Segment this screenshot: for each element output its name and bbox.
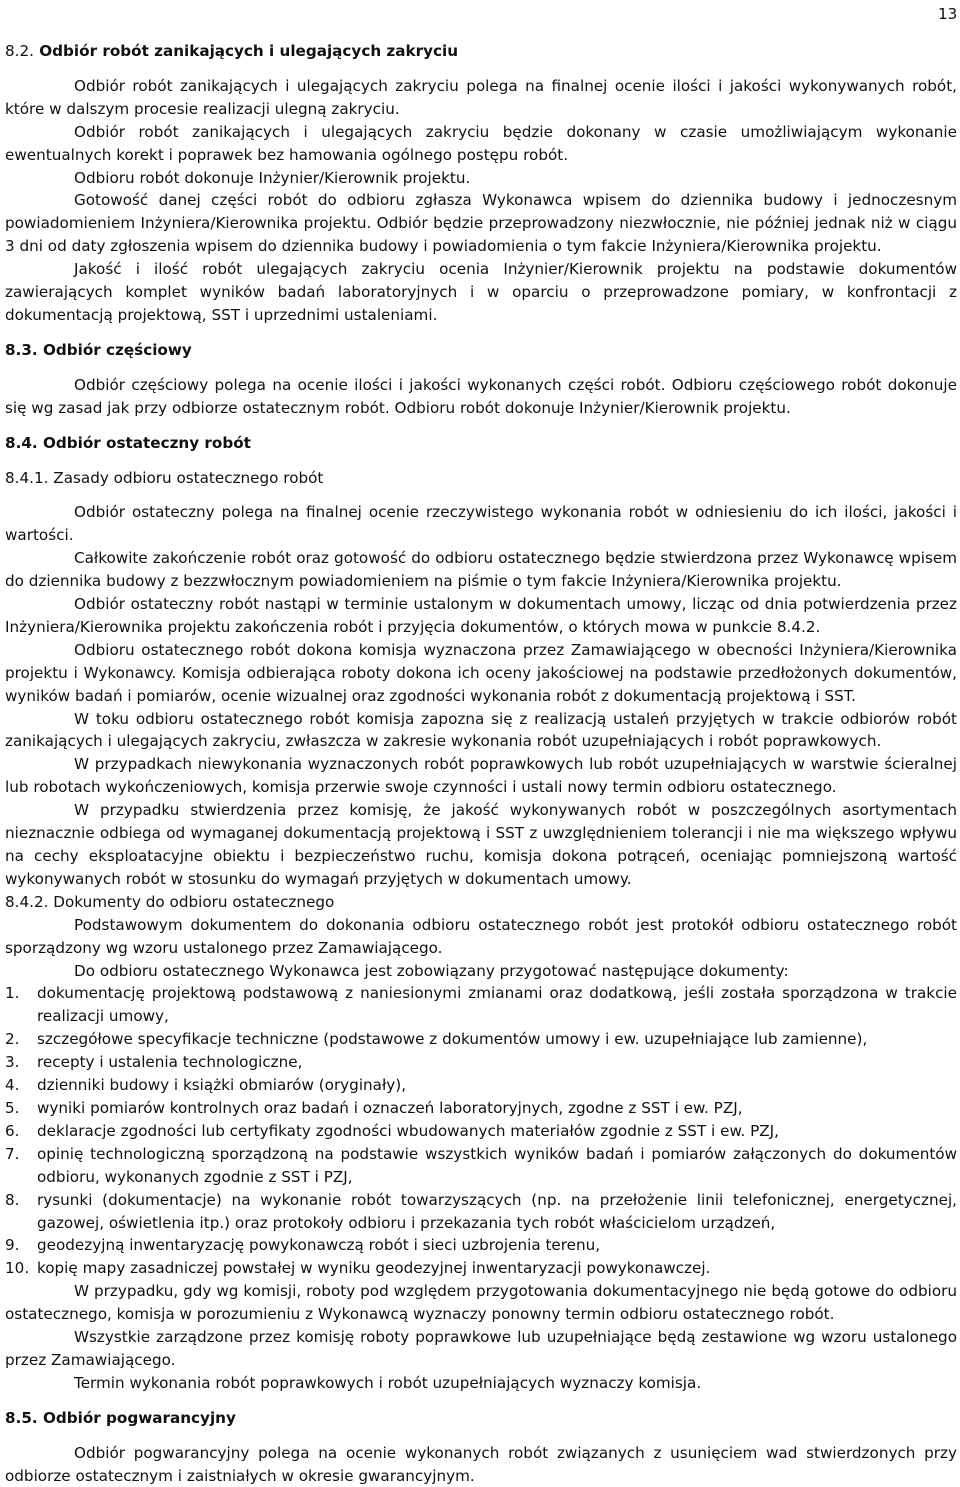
list-item-text: szczegółowe specyfikacje techniczne (podstawowe z dokumentów umowy i ew. uzupełniające lub zamienne), [37,1030,868,1049]
paragraph: Odbiór ostateczny polega na finalnej ocenie rzeczywistego wykonania robót w odniesieniu do ich ilości, jakości i wartości. [5,503,957,545]
paragraph: W przypadku, gdy wg komisji, roboty pod względem przygotowania dokumentacyjnego nie będą gotowe do odbioru ostatecznego, komisja w porozumieniu z Wykonawcą wyznaczy ponowny termin odbioru ostatecznego robót. [5,1282,957,1324]
document-body [5,40,957,1487]
paragraph: Jakość i ilość robót ulegających zakryciu ocenia Inżynier/Kierownik projektu na podstawie dokumentów zawierających komplet wyników badań laboratoryjnych i w oparciu o przeprowadzone pomiary, w konfrontacji z dokumentacją projektową, SST i uprzednimi ustaleniami. [5,260,957,324]
paragraph: Do odbioru ostatecznego Wykonawca jest zobowiązany przygotować następujące dokumenty: [74,961,789,980]
subsection-heading-8-4-2: 8.4.2. Dokumenty do odbioru ostatecznego [5,892,335,911]
list-item [5,982,957,1028]
documents-list [5,982,957,1280]
list-item [5,1074,957,1097]
list-item-number: 2. [5,1030,20,1049]
list-item-text: dokumentację projektową podstawową z naniesionymi zmianami oraz dodatkową, jeśli została sporządzona w trakcie realizacji umowy, [37,984,957,1026]
list-item-text: opinię technologiczną sporządzoną na podstawie wszystkich wyników badań i pomiarów załączonych do dokumentów odbioru, wykonanych zgodnie z SST i PZJ, [37,1144,957,1186]
list-item [5,1189,957,1235]
section-heading-8-5: 8.5. Odbiór pogwarancyjny [5,1408,236,1427]
list-item-text: wyniki pomiarów kontrolnych oraz badań i oznaczeń laboratoryjnych, zgodne z SST i ew. PZJ, [37,1098,743,1117]
list-item [5,1028,957,1051]
list-item-text: recepty i ustalenia technologiczne, [37,1053,303,1072]
list-item-number: 1. [5,984,20,1003]
subsection-8-4-1-body [5,501,957,890]
paragraph: W toku odbioru ostatecznego robót komisja zapozna się z realizacją ustaleń przyjętych w trakcie odbiorów robót zanikających i ulegających zakryciu, zwłaszcza w zakresie wykonania robót uzupełniających i robót poprawkowych. [5,709,957,751]
subsection-heading-8-4-1: 8.4.1. Zasady odbioru ostatecznego robót [5,468,324,487]
list-item-number: 6. [5,1121,20,1140]
subsection-8-4-2-closing [5,1280,957,1395]
list-item-text: kopię mapy zasadniczej powstałej w wyniku geodezyjnej inwentaryzacji powykonawczej. [37,1259,711,1278]
list-item-number: 8. [5,1190,20,1209]
list-item-text: deklaracje zgodności lub certyfikaty zgodności wbudowanych materiałów zgodnie z SST i ew. PZJ, [37,1121,779,1140]
list-item [5,1143,957,1189]
paragraph: Odbiór częściowy polega na ocenie ilości i jakości wykonanych części robót. Odbioru częściowego robót dokonuje się wg zasad jak przy odbiorze ostatecznym robót. Odbioru robót dokonuje Inżynier/Kierownik projektu. [5,375,957,417]
section-heading-8-2 [5,40,957,63]
list-item [5,1051,957,1074]
list-item [5,1257,957,1280]
paragraph: Odbioru robót dokonuje Inżynier/Kierownik projektu. [74,168,471,187]
list-item-number: 4. [5,1076,20,1095]
page-number: 13 [938,5,958,23]
paragraph: W przypadkach niewykonania wyznaczonych robót poprawkowych lub robót uzupełniających w warstwie ścieralnej lub robotach wykończeniowych, komisja przerwie swoje czynności i ustali nowy termin odbioru ostatecznego. [5,755,957,797]
list-item-number: 5. [5,1098,20,1117]
list-item-text: geodezyjną inwentaryzację powykonawczą robót i sieci uzbrojenia terenu, [37,1236,601,1255]
paragraph: Odbiór robót zanikających i ulegających zakryciu polega na finalnej ocenie ilości i jakości wykonywanych robót, które w dalszym procesie realizacji ulegną zakryciu. [5,76,957,118]
list-item [5,1097,957,1120]
list-item-number: 3. [5,1053,20,1072]
section-number: 8.2. [5,42,34,60]
list-item-number: 9. [5,1236,20,1255]
list-item-text: dzienniki budowy i książki obmiarów (oryginały), [37,1076,407,1095]
list-item-number: 10. [5,1259,30,1278]
section-heading-8-3: 8.3. Odbiór częściowy [5,340,192,359]
paragraph: Odbiór robót zanikających i ulegających zakryciu będzie dokonany w czasie umożliwiającym wykonanie ewentualnych korekt i poprawek bez hamowania ogólnego postępu robót. [5,122,957,164]
paragraph: Odbiór ostateczny robót nastąpi w terminie ustalonym w dokumentach umowy, licząc od dnia potwierdzenia przez Inżyniera/Kierownika projektu zakończenia robót i przyjęcia dokumentów, o których mowa w punkcie 8.4.2. [5,595,957,636]
list-item-text: rysunki (dokumentacje) na wykonanie robót towarzyszących (np. na przełożenie linii telefonicznej, energetycznej, gazowej, oświetlenia itp.) oraz protokoły odbioru i przekazania tych robót właścicielom urządzeń, [37,1190,957,1232]
paragraph: Odbioru ostatecznego robót dokona komisja wyznaczona przez Zamawiającego w obecności Inżyniera/Kierownika projektu i Wykonawcy. Komisja odbierająca roboty dokona ich oceny jakościowej na podstawie przedłożonych dokumentów, wyników badań i pomiarów, ocenie wizualnej oraz zgodności wykonania robót z dokumentacją projektową i SST. [5,640,957,705]
section-title: Odbiór robót zanikających i ulegających zakryciu [33,42,459,60]
paragraph: Termin wykonania robót poprawkowych i robót uzupełniających wyznaczy komisja. [74,1373,702,1392]
list-item-number: 7. [5,1144,20,1163]
paragraph: Gotowość danej części robót do odbioru zgłasza Wykonawca wpisem do dziennika budowy i jednoczesnym powiadomieniem Inżyniera/Kierownika projektu. Odbiór będzie przeprowadzony niezwłocznie, nie później jednak niż w ciągu 3 dni od daty zgłoszenia wpisem do dziennika budowy i powiadomienia o tym fakcie Inżyniera/Kierownika projektu. [5,191,957,256]
list-item [5,1120,957,1143]
section-heading-8-4: 8.4. Odbiór ostateczny robót [5,433,251,452]
paragraph: Całkowite zakończenie robót oraz gotowość do odbioru ostatecznego będzie stwierdzona przez Wykonawcę wpisem do dziennika budowy z bezzwłocznym powiadomieniem na piśmie o tym fakcie Inżyniera/Kierownika projektu. [5,549,957,591]
paragraph: Podstawowym dokumentem do dokonania odbioru ostatecznego robót jest protokół odbioru ostatecznego robót sporządzony wg wzoru ustalonego przez Zamawiającego. [5,915,957,957]
paragraph: Odbiór pogwarancyjny polega na ocenie wykonanych robót związanych z usunięciem wad stwierdzonych przy odbiorze ostatecznym i zaistniałych w okresie gwarancyjnym. [5,1443,957,1485]
paragraph: W przypadku stwierdzenia przez komisję, że jakość wykonywanych robót w poszczególnych asortymentach nieznacznie odbiega od wymaganej dokumentacją projektową i SST z uwzględnieniem tolerancji i nie ma większego wpływu na cechy eksploatacyjne obiektu i bezpieczeństwo ruchu, komisja dokona potrąceń, oceniając pomniejszoną wartość wykonywanych robót w stosunku do wymagań przyjętych w dokumentach umowy. [5,801,957,888]
paragraph: Wszystkie zarządzone przez komisję roboty poprawkowe lub uzupełniające będą zestawione wg wzoru ustalonego przez Zamawiającego. [5,1328,957,1369]
list-item [5,1234,957,1257]
